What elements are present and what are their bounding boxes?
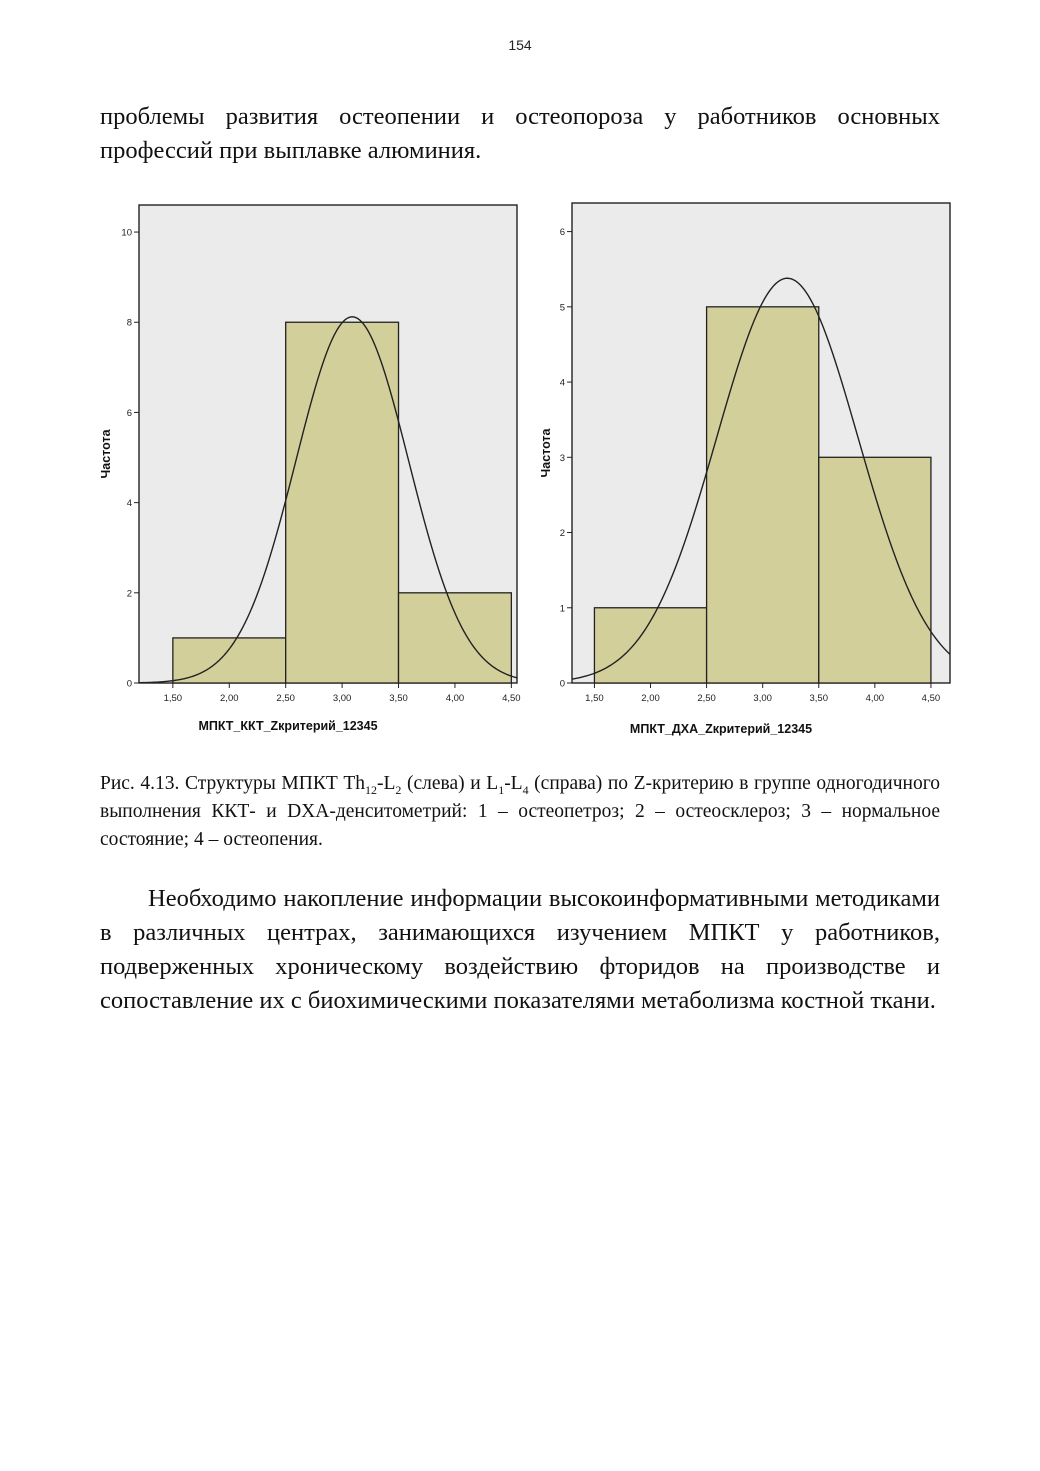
chart1-y-tick-label-4: 8 [126,317,132,329]
chart2-y-axis-label: Частота [539,428,553,478]
chart1-x-tick-label-2: 2,50 [276,693,295,704]
histograms-svg [96,196,958,746]
caption-th-sub: 12 [365,782,378,797]
chart2-bar-2 [707,307,819,683]
chart2-y-tick-label-2: 2 [559,528,565,540]
chart1-x-tick-label-5: 4,00 [445,693,465,704]
chart2-x-tick-label-5: 4,00 [865,693,885,704]
figure-caption [100,770,940,854]
caption-mid: (слева) и L [401,773,499,794]
chart1-x-tick-label-3: 3,00 [332,693,352,704]
chart2-y-tick-label-4: 4 [559,377,565,389]
chart2-y-tick-label-3: 3 [559,452,565,464]
chart2-y-tick-label-1: 1 [559,603,565,615]
chart1-bar-1 [173,638,286,683]
chart1-y-tick-label-3: 6 [126,407,132,419]
chart1-x-tick-label-4: 3,50 [389,693,408,704]
chart2-y-tick-label-6: 6 [559,227,565,239]
chart2-bar-1 [594,608,706,683]
caption-dash2: -L [504,773,523,794]
page-number: 154 [508,37,532,53]
chart1-x-axis-label: МПКТ_ККТ_Zкритерий_12345 [198,719,378,733]
chart1-y-tick-label-5: 10 [121,227,132,239]
paragraph-top: проблемы развития остеопении и остеопороза у работников основных профессий при выплавке алюминия. [100,103,940,164]
caption-l4-sub: 4 [522,782,529,797]
chart2-x-tick-label-3: 3,00 [753,693,772,704]
chart2-x-tick-label-0: 1,50 [585,693,604,704]
chart2-x-axis-label: МПКТ_ДХА_Zкритерий_12345 [629,722,813,736]
caption-suffix: (справа) по Z-критерию в группе одногодичного выполнения ККТ- и DXA-денситометрий: 1 – остеопетроз; 2 – остеосклероз; 3 – нормальное состояние; 4 – остеопения. [100,773,940,850]
chart1-x-tick-label-0: 1,50 [163,693,183,704]
chart2-x-tick-label-2: 2,50 [697,693,716,704]
chart2-bar-3 [819,457,931,683]
chart2-x-tick-label-6: 4,50 [921,693,941,704]
chart1-y-axis-label: Частота [99,429,113,479]
chart2-x-tick-label-1: 2,00 [641,693,660,704]
chart1-x-tick-label-6: 4,50 [502,693,521,704]
chart1-bar-3 [399,593,512,683]
chart1-y-tick-label-2: 4 [126,498,132,510]
chart1-x-tick-label-1: 2,00 [220,693,239,704]
caption-l1-sub: 1 [498,782,505,797]
chart1-y-tick-label-1: 2 [126,588,132,600]
chart1-bar-2 [286,322,399,683]
caption-l2-sub: 2 [395,782,402,797]
chart2-x-tick-label-4: 3,50 [809,693,829,704]
paragraph-bottom: Необходимо накопление информации высокоинформативными методиками в различных центрах, занимающихся изучением МПКТ у работников, подверженных хроническому воздействию фторидов на производстве и сопоставление их с биохимическими показателями метаболизма костной ткани. [100,885,940,1014]
chart2-y-tick-label-0: 0 [559,678,565,690]
chart1-y-tick-label-0: 0 [126,678,132,690]
caption-dash1: -L [377,773,396,794]
chart2-y-tick-label-5: 5 [559,302,565,314]
figure-histograms [96,196,958,746]
caption-prefix: Рис. 4.13. Структуры МПКТ Th [100,773,366,794]
